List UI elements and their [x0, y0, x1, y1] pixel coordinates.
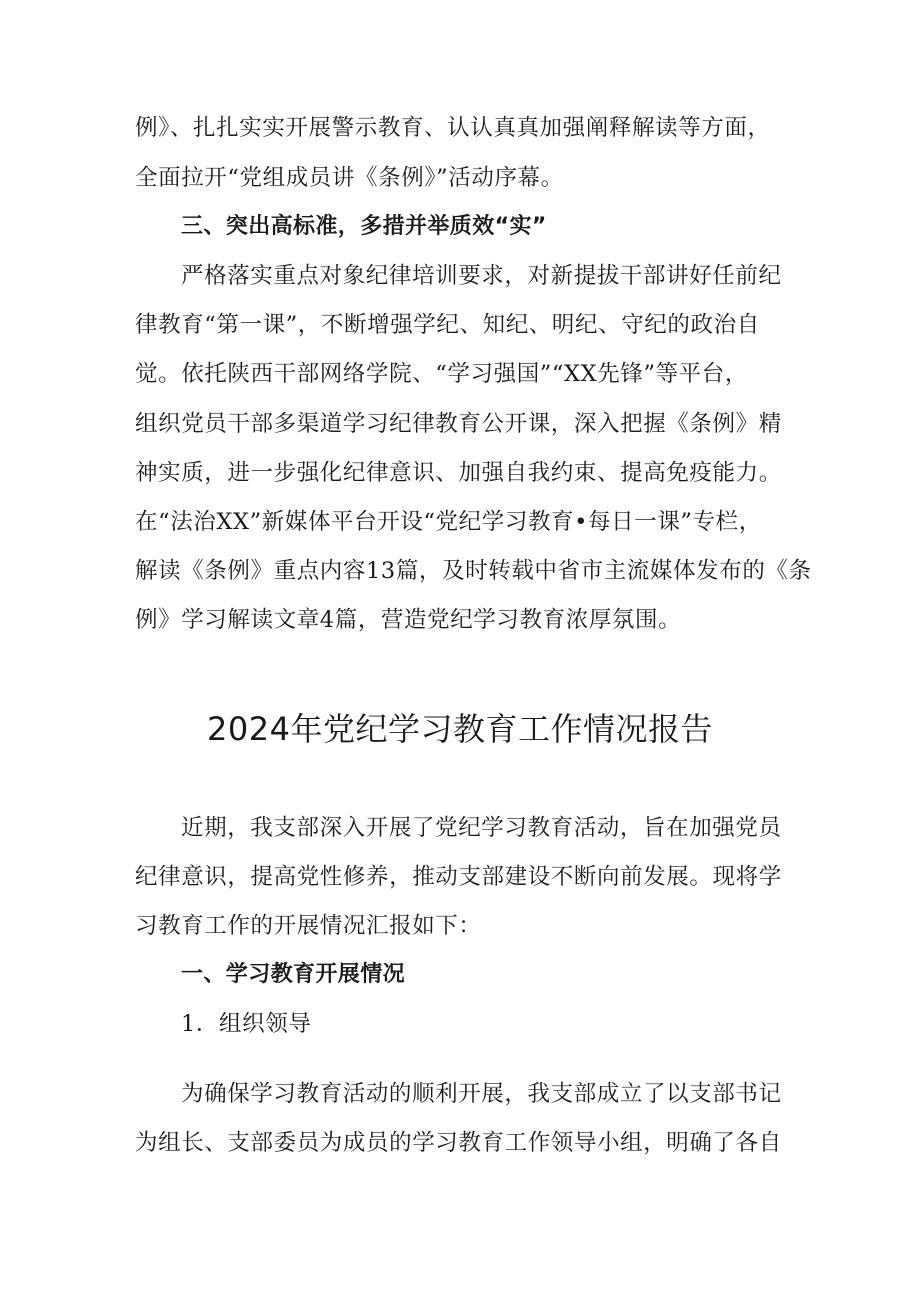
- paragraph-line: 神实质，进一步强化纪律意识、加强自我约束、提高免疫能力。: [135, 460, 782, 486]
- paragraph-line: 在“法治XX”新媒体平台开设“党纪学习教育•每日一课”专栏，: [135, 509, 762, 535]
- paragraph-line: 习教育工作的开展情况汇报如下：: [135, 913, 482, 939]
- paragraph-line: 近期，我支部深入开展了党纪学习教育活动，旨在加强党员: [181, 815, 782, 841]
- section-heading: 三、突出高标准，多措并举质效“实”: [181, 214, 547, 239]
- paragraph-line: 律教育“第一课”，不断增强学纪、知纪、明纪、守纪的政治自: [135, 312, 760, 338]
- section-heading: 一、学习教育开展情况: [181, 962, 406, 987]
- subheading: 1．组织领导: [181, 1011, 312, 1037]
- paragraph-line: 例》学习解读文章4篇，营造党纪学习教育浓厚氛围。: [135, 607, 682, 633]
- paragraph-line: 解读《条例》重点内容13篇，及时转载中省市主流媒体发布的《条: [135, 558, 812, 584]
- paragraph-line: 纪律意识，提高党性修养，推动支部建设不断向前发展。现将学: [135, 864, 782, 890]
- paragraph-line: 组织党员干部多渠道学习纪律教育公开课，深入把握《条例》精: [135, 411, 782, 437]
- paragraph-line: 为确保学习教育活动的顺利开展，我支部成立了以支部书记: [181, 1081, 782, 1107]
- paragraph-line: 觉。依托陕西干部网络学院、“学习强国”“XX先锋”等平台，: [135, 361, 748, 387]
- paragraph-line: 全面拉开“党组成员讲《条例》”活动序幕。: [135, 165, 564, 191]
- paragraph-line: 为组长、支部委员为成员的学习教育工作领导小组，明确了各自: [135, 1130, 782, 1156]
- paragraph-line: 例》、扎扎实实开展警示教育、认认真真加强阐释解读等方面，: [135, 115, 771, 141]
- paragraph-line: 严格落实重点对象纪律培训要求，对新提拔干部讲好任前纪: [181, 263, 782, 289]
- report-title: 2024年党纪学习教育工作情况报告: [207, 710, 713, 748]
